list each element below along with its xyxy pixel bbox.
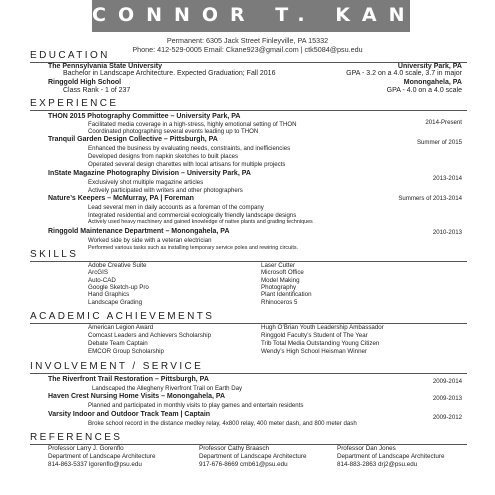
reference-contact: 917-676-8669 cmb61@psu.edu <box>199 461 288 468</box>
involvement-detail: Planned and participated in monthly visits to play games and entertain residents <box>88 402 304 409</box>
section-divider <box>30 110 467 111</box>
job-date: 2014-Present <box>425 119 462 126</box>
job-duty: Actively used heavy machinery and gained knowledge of native plants and grading techniques <box>88 219 313 225</box>
skill-item: Model Making <box>261 276 300 284</box>
section-heading-involvement: INVOLVEMENT / SERVICE <box>30 361 204 372</box>
reference-contact: 814-863-5337 lgorenflo@psu.edu <box>48 461 142 468</box>
name-banner <box>92 0 442 32</box>
achievement-item: Trib Total Media Outstanding Young Citizen <box>261 340 380 347</box>
job-duty: Worked side by side with a veteran electrician <box>88 237 212 244</box>
school-detail: Bachelor in Landscape Architecture. Expected Graduation; Fall 2016 <box>63 70 276 77</box>
school-location: University Park, PA <box>397 63 462 70</box>
reference-dept: Department of Landscape Architecture <box>337 453 445 460</box>
section-divider <box>30 373 467 374</box>
job-title: Tranquil Garden Design Collective – Pittsburgh, PA <box>48 136 218 143</box>
skill-item: Auto-CAD <box>88 276 116 284</box>
section-heading-education: EDUCATION <box>30 50 110 61</box>
achievement-item: American Legion Award <box>88 324 154 331</box>
achievement-item: Comcast Leaders and Achievers Scholarship <box>88 332 212 339</box>
school-gpa: GPA - 3.2 on a 4.0 scale, 3.7 in major <box>346 70 462 77</box>
job-duty: Operated several design charettes with local artisans for multiple projects <box>88 161 286 168</box>
skill-item: Hand Graphics <box>88 291 130 299</box>
achievement-item: Debate Team Captain <box>88 340 148 347</box>
involvement-date: 2009-2014 <box>432 378 462 385</box>
skill-item: Google Sketch-up Pro <box>88 283 149 291</box>
skill-item: Rhinoceros 5 <box>261 298 298 306</box>
candidate-name: CONNOR T. KANE <box>92 4 442 26</box>
job-title: InState Magazine Photography Division – University Park, PA <box>48 170 251 177</box>
job-title: THON 2015 Photography Committee – University Park, PA <box>48 113 241 120</box>
school-name: Ringgold High School <box>48 79 122 86</box>
job-duty: Facilitated media coverage in a high-stress, highly emotional setting of THON <box>88 121 297 128</box>
school-gpa: GPA - 4.0 on a 4.0 scale <box>386 87 462 94</box>
involvement-detail: Broke school record in the distance medley relay, 4x800 relay, 400 meter dash, and 800 meter dash <box>88 420 357 427</box>
skill-item: ArcGIS <box>88 269 108 277</box>
involvement-title: The Riverfront Trail Restoration – Pittsburgh, PA <box>48 376 209 383</box>
address-line: Permanent: 6305 Jack Street Finleyville, PA 15332 <box>166 36 329 45</box>
skill-item: Adobe Creative Suite <box>88 262 147 269</box>
achievement-item: Hugh O’Brian Youth Leadership Ambassador <box>261 324 384 331</box>
skill-item: Plant Identification <box>261 291 312 299</box>
job-date: Summer of 2015 <box>416 139 462 146</box>
job-date: Summers of 2013-2014 <box>398 195 462 202</box>
involvement-title: Varsity Indoor and Outdoor Track Team | Captain <box>48 411 211 418</box>
section-heading-skills: SKILLS <box>30 249 79 260</box>
section-heading-experience: EXPERIENCE <box>30 98 119 109</box>
contact-line: Phone: 412-529-0005 Email: Ckane923@gmail.com | ctk5084@psu.edu <box>132 45 363 54</box>
job-title: Nature’s Keepers – McMurray, PA | Foreman <box>48 195 194 202</box>
job-duty: Lead several men in daily accounts as a foreman of the company <box>88 204 264 211</box>
job-duty: Performed various tasks such as installing temporary service poles and rewiring circuits. <box>88 245 299 251</box>
reference-dept: Department of Landscape Architecture <box>48 453 156 460</box>
job-duty: Integrated residential and commercial ecologically friendly landscape designs <box>88 212 297 219</box>
skill-item: Photography <box>261 283 297 291</box>
reference-name: Professor Cathy Braasch <box>199 445 269 452</box>
reference-name: Professor Dan Jones <box>337 445 396 452</box>
job-duty: Enhanced the business by evaluating needs, constraints, and inefficiencies <box>88 145 291 152</box>
job-date: 2010-2013 <box>432 229 462 236</box>
school-name: The Pennsylvania State University <box>48 63 162 70</box>
reference-dept: Department of Landscape Architecture <box>199 453 307 460</box>
job-duty: Developed designs from napkin sketches to built places <box>88 153 239 160</box>
job-duty: Coordinated photographing several events leading up to THON <box>88 128 259 135</box>
section-heading-achievements: ACADEMIC ACHIEVEMENTS <box>30 311 215 322</box>
achievement-item: EMCOR Group Scholarship <box>88 348 164 355</box>
involvement-detail: Landscaped the Allegheny Riverfront Trail on Earth Day <box>92 385 243 392</box>
skill-item: Laser Cutter <box>261 262 296 269</box>
involvement-title: Haven Crest Nursing Home Visits – Monongahela, PA <box>48 393 226 400</box>
reference-contact: 814-883-2863 drj2@psu.edu <box>337 461 418 468</box>
skill-item: Landscape Grading <box>88 298 143 306</box>
job-duty: Actively participated with writers and other photographers <box>88 187 243 194</box>
school-detail: Class Rank - 1 of 237 <box>63 87 131 94</box>
skill-item: Microsoft Office <box>261 269 304 277</box>
involvement-date: 2009-2012 <box>432 414 462 421</box>
job-date: 2013-2014 <box>432 175 462 182</box>
achievement-item: Ringgold Faculty’s Student of The Year <box>261 332 368 339</box>
reference-name: Professor Larry J. Gorenflo <box>48 445 124 452</box>
section-heading-references: REFERENCES <box>30 432 123 443</box>
school-location: Monongahela, PA <box>403 79 462 86</box>
job-duty: Exclusively shot multiple magazine articles <box>88 179 204 186</box>
involvement-date: 2009-2013 <box>432 395 462 402</box>
job-title: Ringgold Maintenance Department – Monongahela, PA <box>48 228 230 235</box>
achievement-item: Wendy’s High School Heisman Winner <box>261 348 368 355</box>
